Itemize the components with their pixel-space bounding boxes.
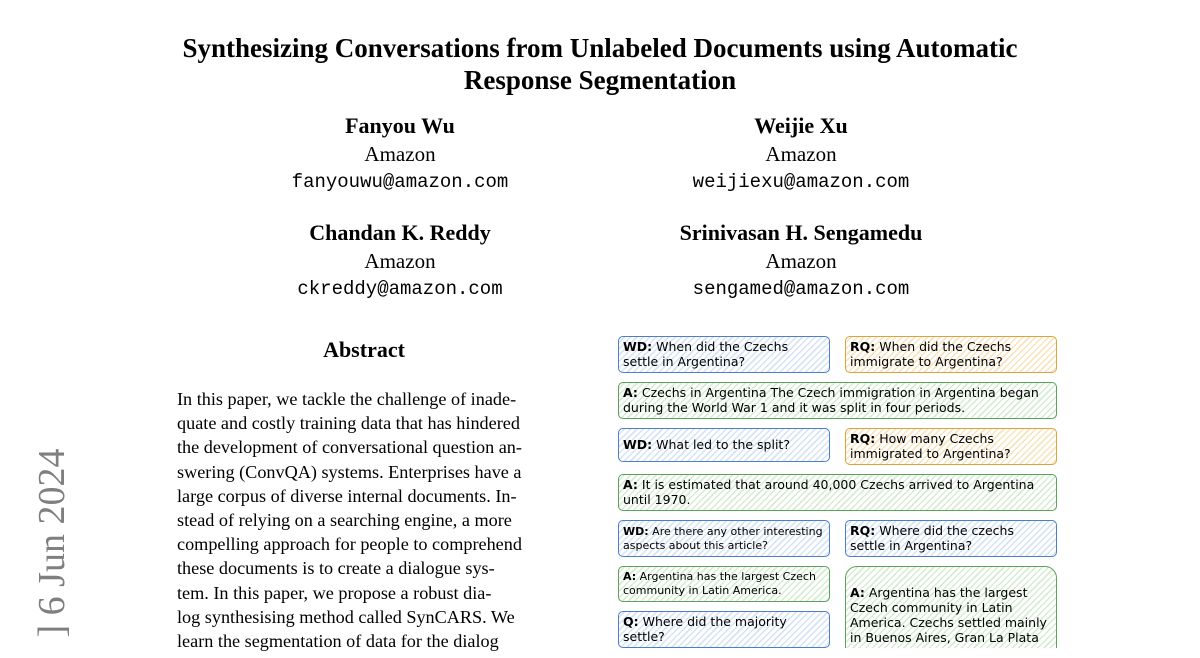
abstract-line: stead of relying on a searching engine, a more [177, 510, 512, 531]
abstract-line: these documents is to create a dialogue sys- [177, 558, 495, 579]
author-affiliation: Amazon [364, 249, 436, 273]
abstract-line: tem. In this paper, we propose a robust dia- [177, 582, 492, 603]
author-block-3 [235, 219, 565, 303]
author-email: ckreddy@amazon.com [297, 278, 503, 300]
abstract-line: learn the segmentation of data for the dialog [177, 631, 499, 652]
author-block-2 [636, 112, 966, 196]
author-block-1 [235, 112, 565, 196]
abstract-line: the development of conversational question an- [177, 437, 522, 458]
title-line-2: Response Segmentation [463, 65, 737, 95]
rq-bubble: RQ: Where did the czechs settle in Argentina? [845, 520, 1057, 557]
author-affiliation: Amazon [765, 249, 837, 273]
arxiv-stamp-text: ] 6 Jun 2024 [31, 448, 73, 638]
arxiv-stamp [26, 428, 78, 658]
title-line-1: Synthesizing Conversations from Unlabeled Documents using Automatic [182, 33, 1018, 63]
author-name: Chandan K. Reddy [309, 220, 491, 245]
author-affiliation: Amazon [364, 142, 436, 166]
author-name: Fanyou Wu [345, 113, 455, 138]
rq-bubble: RQ: How many Czechs immigrated to Argentina? [845, 428, 1057, 465]
question-bubble: Q: Where did the majority settle? [618, 611, 830, 648]
abstract-heading: Abstract [323, 337, 405, 362]
paper-title [100, 32, 1100, 96]
author-block-4 [636, 219, 966, 303]
abstract-body [177, 387, 551, 653]
author-email: sengamed@amazon.com [692, 278, 910, 300]
abstract-line: compelling approach for people to comprehend [177, 534, 522, 555]
conversation-figure [614, 334, 1062, 648]
wd-bubble: WD: What led to the split? [618, 428, 830, 462]
abstract-line: quate and costly training data that has hindered [177, 413, 520, 434]
answer-bubble: A: Argentina has the largest Czech community in Latin America. [618, 566, 830, 602]
abstract-line: In this paper, we tackle the challenge of inade- [177, 389, 517, 409]
author-email: fanyouwu@amazon.com [291, 171, 509, 193]
abstract-line: log synthesising method called SynCARS. We [177, 606, 515, 627]
answer-bubble: A: It is estimated that around 40,000 Czechs arrived to Argentina until 1970. [618, 474, 1057, 511]
answer-bubble: A: Czechs in Argentina The Czech immigration in Argentina began during the World War 1 and it was split in four periods. [618, 382, 1057, 419]
wd-bubble: WD: Are there any other interesting aspects about this article? [618, 520, 830, 557]
abstract-line: large corpus of diverse internal documents. In- [177, 485, 517, 506]
author-name: Srinivasan H. Sengamedu [679, 220, 923, 245]
author-name: Weijie Xu [754, 113, 848, 138]
abstract-line: swering (ConvQA) systems. Enterprises have a [177, 461, 522, 482]
author-email: weijiexu@amazon.com [692, 171, 910, 193]
rq-bubble: RQ: When did the Czechs immigrate to Argentina? [845, 336, 1057, 373]
answer-bubble: A: Argentina has the largest Czech community in Latin America. Czechs settled mainly in Buenos Aires, Gran La Plata [845, 566, 1057, 648]
wd-bubble: WD: When did the Czechs settle in Argentina? [618, 336, 830, 373]
author-affiliation: Amazon [765, 142, 837, 166]
